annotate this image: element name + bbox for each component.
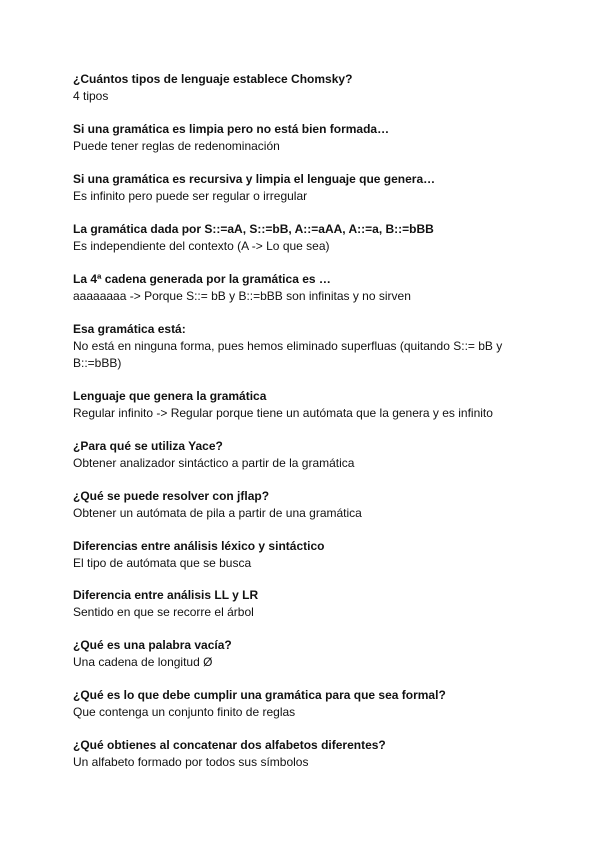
qa-block (73, 388, 533, 422)
answer-text: Regular infinito -> Regular porque tiene un autómata que la genera y es infinito (73, 406, 493, 420)
answer-text: 4 tipos (73, 89, 109, 103)
answer-text: Puede tener reglas de redenominación (73, 139, 280, 153)
answer-text: Obtener un autómata de pila a partir de una gramática (73, 506, 362, 520)
question-text: ¿Cuántos tipos de lenguaje establece Chomsky? (73, 72, 353, 86)
question-text: ¿Qué es lo que debe cumplir una gramática para que sea formal? (73, 688, 446, 702)
question-text: Diferencia entre análisis LL y LR (73, 588, 259, 602)
answer-text: Sentido en que se recorre el árbol (73, 605, 254, 619)
answer-text: No está en ninguna forma, pues hemos eliminado superfluas (quitando S::= bB y B::=bBB) (73, 339, 503, 370)
question-text: La 4ª cadena generada por la gramática es … (73, 272, 331, 286)
question-text: Si una gramática es limpia pero no está bien formada… (73, 122, 390, 136)
answer-text: Es independiente del contexto (A -> Lo que sea) (73, 239, 330, 253)
question-text: Esa gramática está: (73, 322, 186, 336)
answer-text: Obtener analizador sintáctico a partir de la gramática (73, 456, 355, 470)
answer-text: Una cadena de longitud Ø (73, 655, 213, 669)
answer-text: Es infinito pero puede ser regular o irregular (73, 189, 308, 203)
answer-text: Que contenga un conjunto finito de reglas (73, 705, 296, 719)
qa-block (73, 271, 533, 305)
qa-block (73, 221, 533, 255)
qa-block (73, 737, 533, 771)
qa-block (73, 587, 533, 621)
qa-block (73, 538, 533, 572)
qa-block (73, 687, 533, 721)
question-text: ¿Qué obtienes al concatenar dos alfabetos diferentes? (73, 738, 386, 752)
qa-block (73, 71, 533, 105)
question-text: Diferencias entre análisis léxico y sintáctico (73, 539, 325, 553)
question-text: Lenguaje que genera la gramática (73, 389, 267, 403)
question-text: Si una gramática es recursiva y limpia el lenguaje que genera… (73, 172, 436, 186)
answer-text: El tipo de autómata que se busca (73, 556, 252, 570)
question-text: ¿Qué es una palabra vacía? (73, 638, 232, 652)
qa-block (73, 321, 533, 372)
question-text: La gramática dada por S::=aA, S::=bB, A::=aAA, A::=a, B::=bBB (73, 222, 434, 236)
qa-block (73, 637, 533, 671)
answer-text: aaaaaaaa -> Porque S::= bB y B::=bBB son infinitas y no sirven (73, 289, 411, 303)
question-text: ¿Para qué se utiliza Yace? (73, 439, 223, 453)
question-text: ¿Qué se puede resolver con jflap? (73, 489, 270, 503)
answer-text: Un alfabeto formado por todos sus símbolos (73, 755, 309, 769)
qa-block (73, 121, 533, 155)
qa-block (73, 488, 533, 522)
qa-block (73, 438, 533, 472)
qa-block (73, 171, 533, 205)
